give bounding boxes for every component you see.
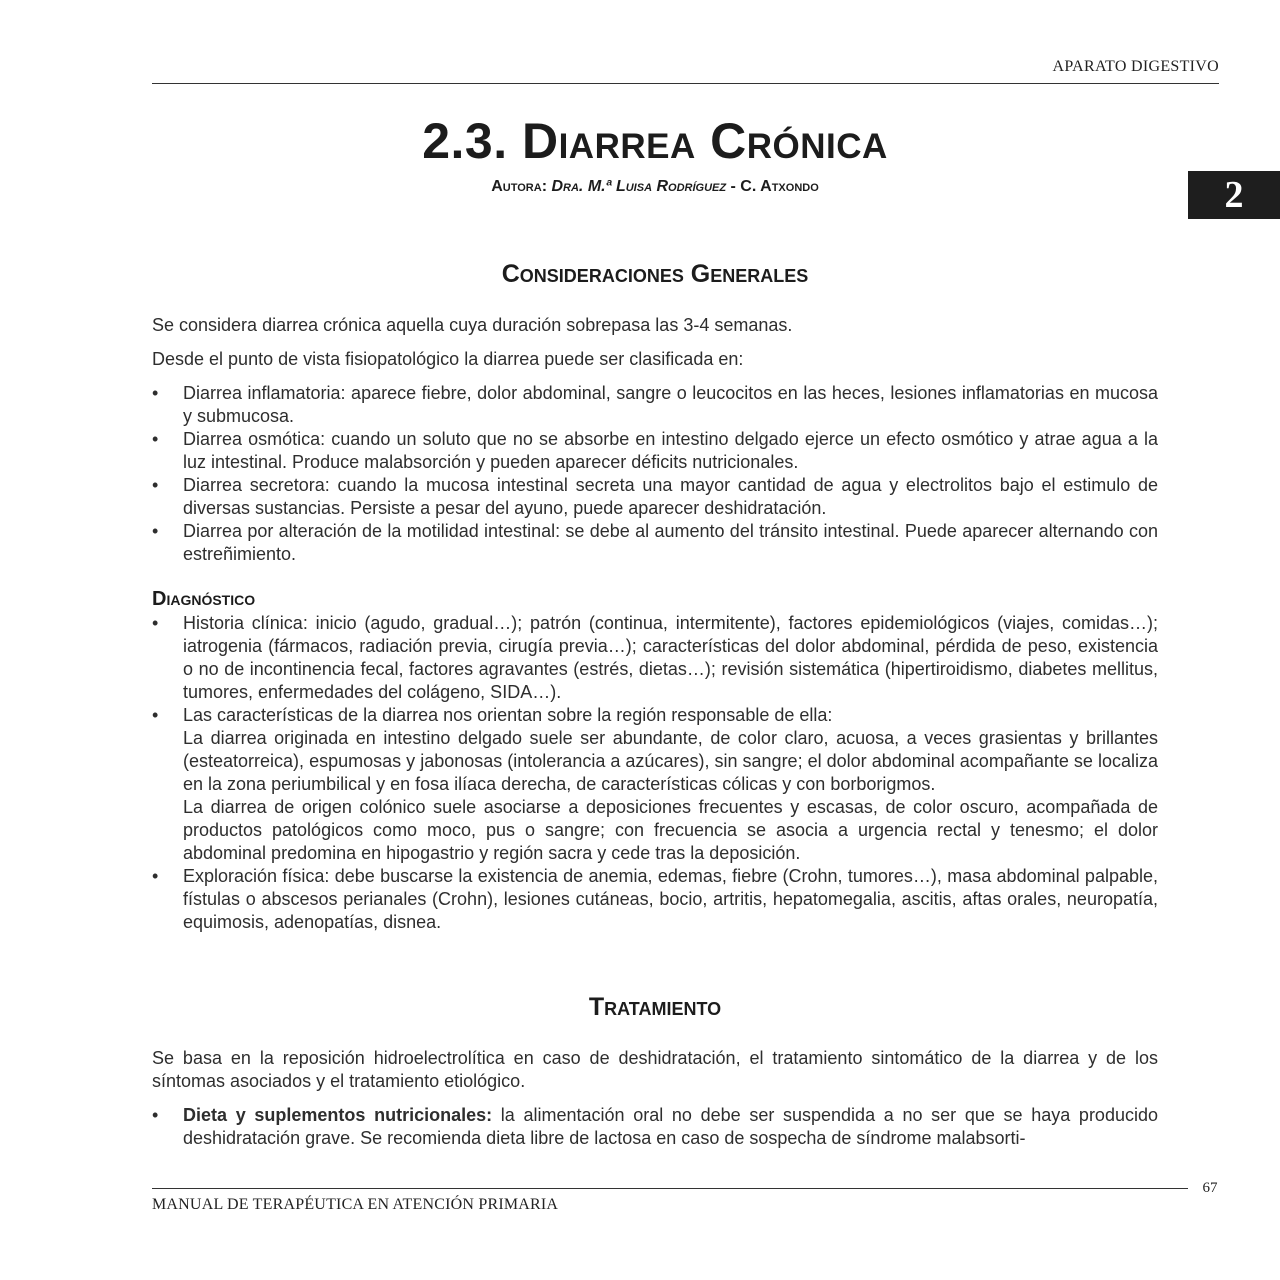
list-item [152, 428, 1158, 474]
bullet-icon: • [152, 866, 159, 886]
bullet-icon: • [152, 383, 159, 403]
paragraph-tratamiento: Se basa en la reposición hidroelectrolítica en caso de deshidratación, el tratamiento sintomático de la diarrea y de los síntomas asociados y el tratamiento etiológico. [152, 1048, 1158, 1091]
running-head: APARATO DIGESTIVO [1052, 58, 1219, 75]
list-item [152, 382, 1158, 428]
list-item-text: Diarrea por alteración de la motilidad intestinal: se debe al aumento del tránsito intestinal. Puede aparecer alternando con estreñimiento. [183, 521, 1158, 564]
list-item [152, 1104, 1158, 1150]
list-item [152, 474, 1158, 520]
list-item-text: Historia clínica: inicio (agudo, gradual…); patrón (continua, intermitente), factores epidemiológicos (viajes, comidas…); iatrogenia (fármacos, radiación previa, cirugía previa…); características del dolor abdominal, pérdida de peso, existencia o no de incontinencia fecal, factores agravantes (estrés, dietas…); revisión sistemática (hipertiroidismo, diabetes mellitus, tumores, enfermedades del colágeno, SIDA…). [183, 613, 1158, 702]
list-item [152, 612, 1158, 704]
list-item-text: la alimentación oral no debe ser suspendida a no ser que se haya producido deshidratación grave. Se recomienda dieta libre de lactosa en caso de sospecha de síndrome malabsorti- [183, 1105, 1158, 1148]
diagnostico-list [152, 612, 1158, 934]
bullet-icon: • [152, 1105, 159, 1125]
paragraph-definition: Se considera diarrea crónica aquella cuya duración sobrepasa las 3-4 semanas. [152, 315, 793, 335]
bullet-icon: • [152, 429, 159, 449]
classification-list [152, 382, 1158, 566]
subheading-diagnostico: Diagnóstico [152, 588, 256, 610]
list-item-text: Diarrea secretora: cuando la mucosa intestinal secreta una mayor cantidad de agua y electrolitos bajo el estimulo de diversas sustancias. Persiste a pesar del ayuno, puede aparecer deshidratación. [183, 475, 1158, 518]
bullet-icon: • [152, 521, 159, 541]
header-rule [152, 83, 1219, 84]
bullet-icon: • [152, 475, 159, 495]
tratamiento-list [152, 1104, 1158, 1150]
author-name: Dra. M.ª Luisa Rodríguez [551, 178, 727, 195]
bullet-icon: • [152, 705, 159, 725]
running-foot: MANUAL DE TERAPÉUTICA EN ATENCIÓN PRIMARIA [152, 1196, 559, 1213]
page-number: 67 [1202, 1180, 1218, 1196]
list-item [152, 865, 1158, 934]
list-item-paragraph: La diarrea originada en intestino delgado suele ser abundante, de color claro, acuosa, a veces grasientas y brillantes (esteatorreica), espumosas y jabonosas (intolerancia a azúcares), sin sangre; el dolor abdominal acompañante se localiza en la zona periumbilical y en fosa ilíaca derecha, de características cólicas y con borborigmos. [183, 728, 1158, 794]
author-line [152, 178, 1158, 196]
footer-rule [152, 1188, 1188, 1189]
list-item-paragraph: La diarrea de origen colónico suele asociarse a deposiciones frecuentes y escasas, de color oscuro, acompañada de productos patológicos como moco, pus o sangre; con frecuencia se asocia a urgencia rectal y tenesmo; el dolor abdominal predomina en hipogastrio y región sacra y cede tras la deposición. [183, 797, 1158, 863]
paragraph-classification: Desde el punto de vista fisiopatológico la diarrea puede ser clasificada en: [152, 349, 744, 369]
list-item-bold-lead: Dieta y suplementos nutricionales: [183, 1105, 493, 1125]
author-label: Autora: [491, 178, 552, 195]
bullet-icon: • [152, 613, 159, 633]
list-item-text: Diarrea osmótica: cuando un soluto que no se absorbe en intestino delgado ejerce un efecto osmótico y atrae agua a la luz intestinal. Produce malabsorción y pueden aparecer déficits nutricionales. [183, 429, 1158, 472]
chapter-tab: 2 [1188, 171, 1280, 219]
section-heading-tratamiento: Tratamiento [588, 993, 722, 1021]
list-item [152, 704, 1158, 865]
list-item-text: Las características de la diarrea nos orientan sobre la región responsable de ella: [183, 705, 833, 725]
list-item-text: Diarrea inflamatoria: aparece fiebre, dolor abdominal, sangre o leucocitos en las heces, lesiones inflamatorias en mucosa y submucosa. [183, 383, 1158, 426]
section-heading-consideraciones: Consideraciones Generales [501, 260, 809, 288]
list-item [152, 520, 1158, 566]
chapter-title: 2.3. Diarrea Crónica [422, 113, 888, 169]
author-coauthor: - C. Atxondo [726, 178, 819, 195]
list-item-text: Exploración física: debe buscarse la existencia de anemia, edemas, fiebre (Crohn, tumores…), masa abdominal palpable, fístulas o abscesos perianales (Crohn), lesiones cutáneas, bocio, artritis, hepatomegalia, ascitis, aftas orales, neuropatía, equimosis, adenopatías, disnea. [183, 866, 1158, 932]
